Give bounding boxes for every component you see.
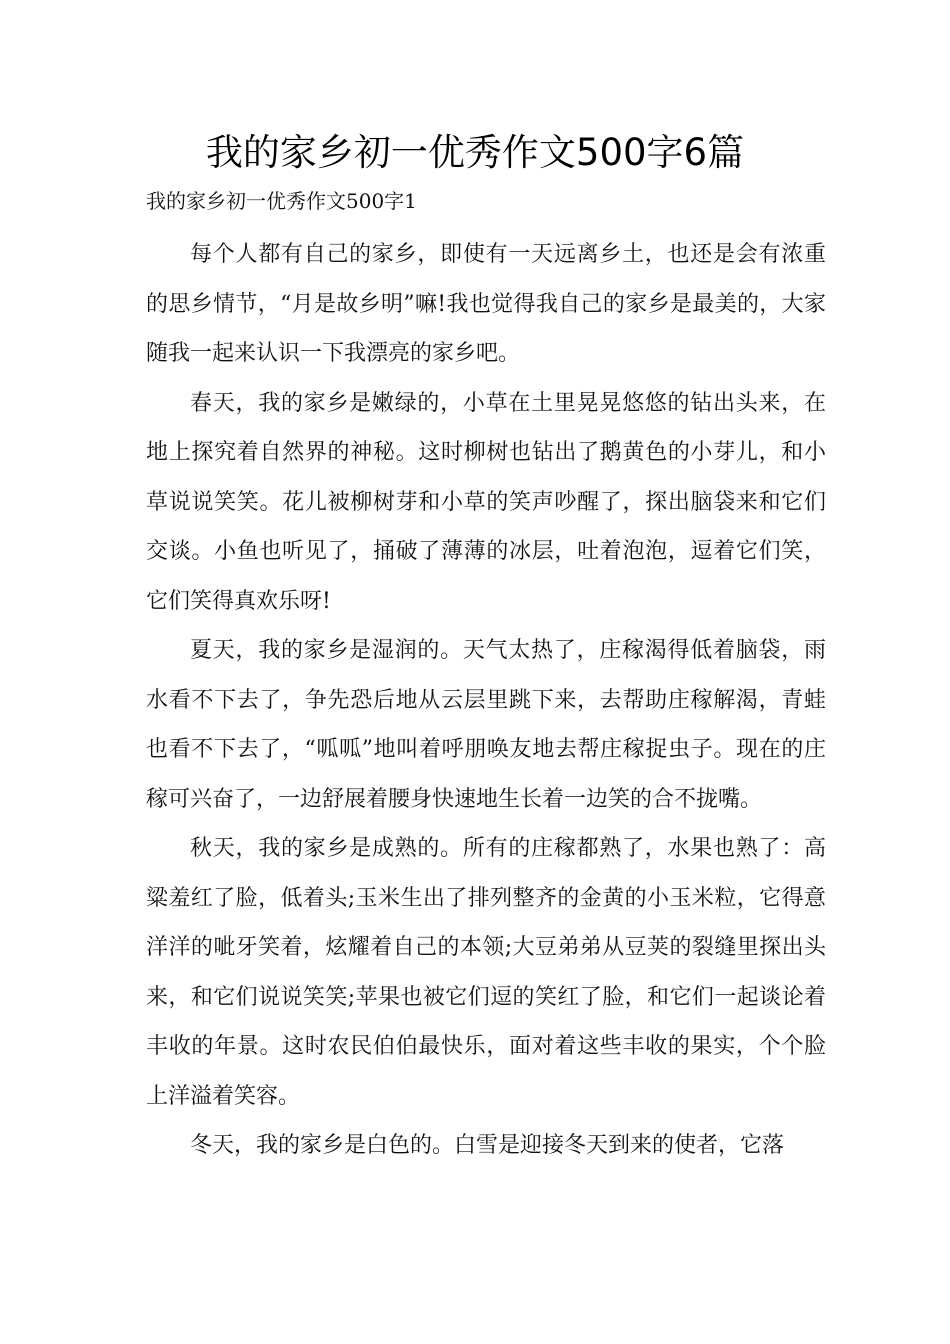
- paragraph-spring: 春天，我的家乡是嫩绿的，小草在土里晃晃悠悠的钻出头来，在地上探究着自然界的神秘。这时柳树也钻出了鹅黄色的小芽儿，和小草说说笑笑。花儿被柳树芽和小草的笑声吵醒了，探出脑袋来和它们交谈。小鱼也听见了，捅破了薄薄的冰层，吐着泡泡，逗着它们笑，它们笑得真欢乐呀!: [146, 390, 826, 614]
- essay-body: [146, 230, 826, 1171]
- document-title: 我的家乡初一优秀作文500字6篇: [205, 131, 745, 174]
- essay-heading: 我的家乡初一优秀作文500字1: [146, 189, 417, 213]
- paragraph-autumn: 秋天，我的家乡是成熟的。所有的庄稼都熟了，水果也熟了：高粱羞红了脸，低着头;玉米生出了排列整齐的金黄的小玉米粒，它得意洋洋的呲牙笑着，炫耀着自己的本领;大豆弟弟从豆荚的裂缝里探出头来，和它们说说笑笑;苹果也被它们逗的笑红了脸，和它们一起谈论着丰收的年景。这时农民伯伯最快乐，面对着这些丰收的果实，个个脸上洋溢着笑容。: [146, 836, 826, 1109]
- paragraph-intro: 每个人都有自己的家乡，即使有一天远离乡土，也还是会有浓重的思乡情节，“月是故乡明”嘛!我也觉得我自己的家乡是最美的，大家随我一起来认识一下我漂亮的家乡吧。: [146, 242, 826, 366]
- paragraph-winter: 冬天，我的家乡是白色的。白雪是迎接冬天到来的使者，它落: [190, 1133, 785, 1158]
- paragraph-summer: 夏天，我的家乡是湿润的。天气太热了，庄稼渴得低着脑袋，雨水看不下去了，争先恐后地从云层里跳下来，去帮助庄稼解渴，青蛙也看不下去了，“呱呱”地叫着呼朋唤友地去帮庄稼捉虫子。现在的庄稼可兴奋了，一边舒展着腰身快速地生长着一边笑的合不拢嘴。: [146, 638, 826, 812]
